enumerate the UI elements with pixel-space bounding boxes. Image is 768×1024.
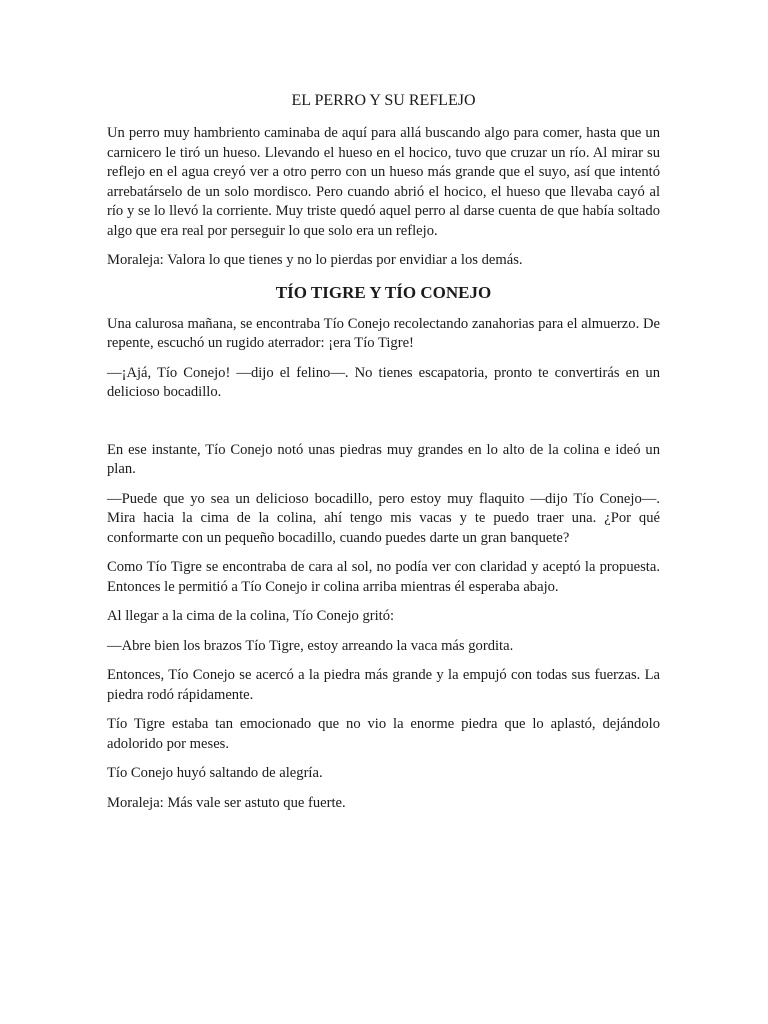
story-paragraph: Una calurosa mañana, se encontraba Tío Conejo recolectando zanahorias para el almuerzo. De repente, escuchó un rugido aterrador: ¡era Tío Tigre! [107, 315, 660, 351]
story-paragraph: En ese instante, Tío Conejo notó unas piedras muy grandes en lo alto de la colina e ideó un plan. [107, 441, 660, 477]
story-paragraph: Al llegar a la cima de la colina, Tío Conejo gritó: [107, 608, 395, 624]
story-paragraph: —¡Ajá, Tío Conejo! —dijo el felino—. No tienes escapatoria, pronto te convertirás en un delicioso bocadillo. [107, 364, 660, 400]
story-moral: Moraleja: Más vale ser astuto que fuerte. [107, 794, 346, 811]
story-paragraph: —Puede que yo sea un delicioso bocadillo, pero estoy muy flaquito —dijo Tío Conejo—. Mira hacia la cima de la colina, ahí tengo mis vacas y te puedo traer una. ¿Por qué conformarte con un pequeño bocadillo, cuando puedes darte un gran banquete? [107, 490, 660, 546]
story-paragraph: —Abre bien los brazos Tío Tigre, estoy arreando la vaca más gordita. [107, 637, 514, 654]
story-paragraph: Un perro muy hambriento caminaba de aquí para allá buscando algo para comer, hasta que un carnicero le tiró un hueso. Llevando el hueso en el hocico, tuvo que cruzar un río. Al mirar su reflejo en el agua creyó ver a otro perro con un hueso más grande que el suyo, así que intentó arrebatárselo de un solo mordisco. Pero cuando abrió el hocico, el hueso que llevaba cayó al río y se lo llevó la corriente. Muy triste quedó aquel perro al darse cuenta de que había soltado algo que era real por perseguir lo que solo era un reflejo. [107, 125, 660, 239]
story-paragraph: Entonces, Tío Conejo se acercó a la piedra más grande y la empujó con todas sus fuerzas. La piedra rodó rápidamente. [107, 667, 660, 703]
story-title-perro: EL PERRO Y SU REFLEJO [291, 92, 476, 109]
story-moral: Moraleja: Valora lo que tienes y no lo pierdas por envidiar a los demás. [107, 252, 523, 268]
story-paragraph: Como Tío Tigre se encontraba de cara al sol, no podía ver con claridad y aceptó la propuesta. Entonces le permitió a Tío Conejo ir colina arriba mientras él esperaba abajo. [107, 559, 660, 595]
story-title-tigre-conejo: TÍO TIGRE Y TÍO CONEJO [275, 282, 492, 302]
story-paragraph: Tío Conejo huyó saltando de alegría. [107, 765, 323, 781]
document-page [107, 91, 660, 823]
story-paragraph: Tío Tigre estaba tan emocionado que no vio la enorme piedra que lo aplastó, dejándolo adolorido por meses. [107, 716, 660, 752]
blank-space [107, 413, 660, 441]
